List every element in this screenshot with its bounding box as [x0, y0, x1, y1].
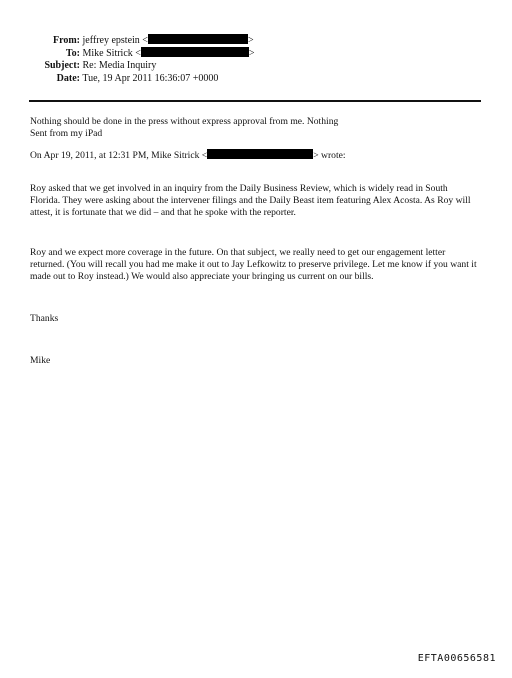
signature: Mike	[30, 355, 51, 366]
date-row	[30, 73, 218, 85]
from-row	[30, 34, 254, 47]
reply-line-1: Nothing should be done in the press without express approval from me. Nothing	[30, 116, 339, 127]
body-paragraph-2: Roy and we expect more coverage in the future. On that subject, we really need to get our engagement letter returned. (You will recall you had me make it out to Jay Lefkowitz to preserve privilege. Let me know if you want it made out to Roy instead.) We would also appreciate your bringing us current on our bills.	[30, 247, 477, 282]
closing-thanks: Thanks	[30, 313, 59, 324]
body-paragraph-1: Roy asked that we get involved in an inquiry from the Daily Business Review, which is widely read in South Florida. They were asking about the intervener filings and the Daily Beast item featuring Alex Acosta. As Roy will attest, it is fortunate that we did – and that he spoke with the reporter.	[30, 183, 471, 218]
header-divider	[29, 100, 481, 102]
redaction-bar	[148, 34, 248, 44]
quote-suffix: > wrote:	[313, 150, 346, 161]
reply-line-2: Sent from my iPad	[30, 128, 103, 139]
to-close: >	[248, 48, 255, 59]
quote-prefix: On Apr 19, 2011, at 12:31 PM, Mike Sitrick <	[30, 150, 208, 161]
document-id: EFTA00656581	[417, 653, 496, 664]
to-label: To:	[65, 48, 80, 59]
from-value: jeffrey epstein <	[82, 35, 148, 46]
subject-value: Re: Media Inquiry	[82, 60, 157, 71]
date-label: Date:	[56, 73, 80, 84]
to-row	[30, 47, 255, 60]
subject-row	[30, 60, 156, 72]
redaction-bar	[141, 47, 249, 57]
from-close: >	[247, 35, 254, 46]
date-value: Tue, 19 Apr 2011 16:36:07 +0000	[82, 73, 219, 84]
redaction-bar	[207, 149, 313, 159]
to-value: Mike Sitrick <	[82, 48, 141, 59]
quote-header	[30, 149, 480, 162]
subject-label: Subject:	[44, 60, 80, 71]
from-label: From:	[52, 35, 80, 46]
